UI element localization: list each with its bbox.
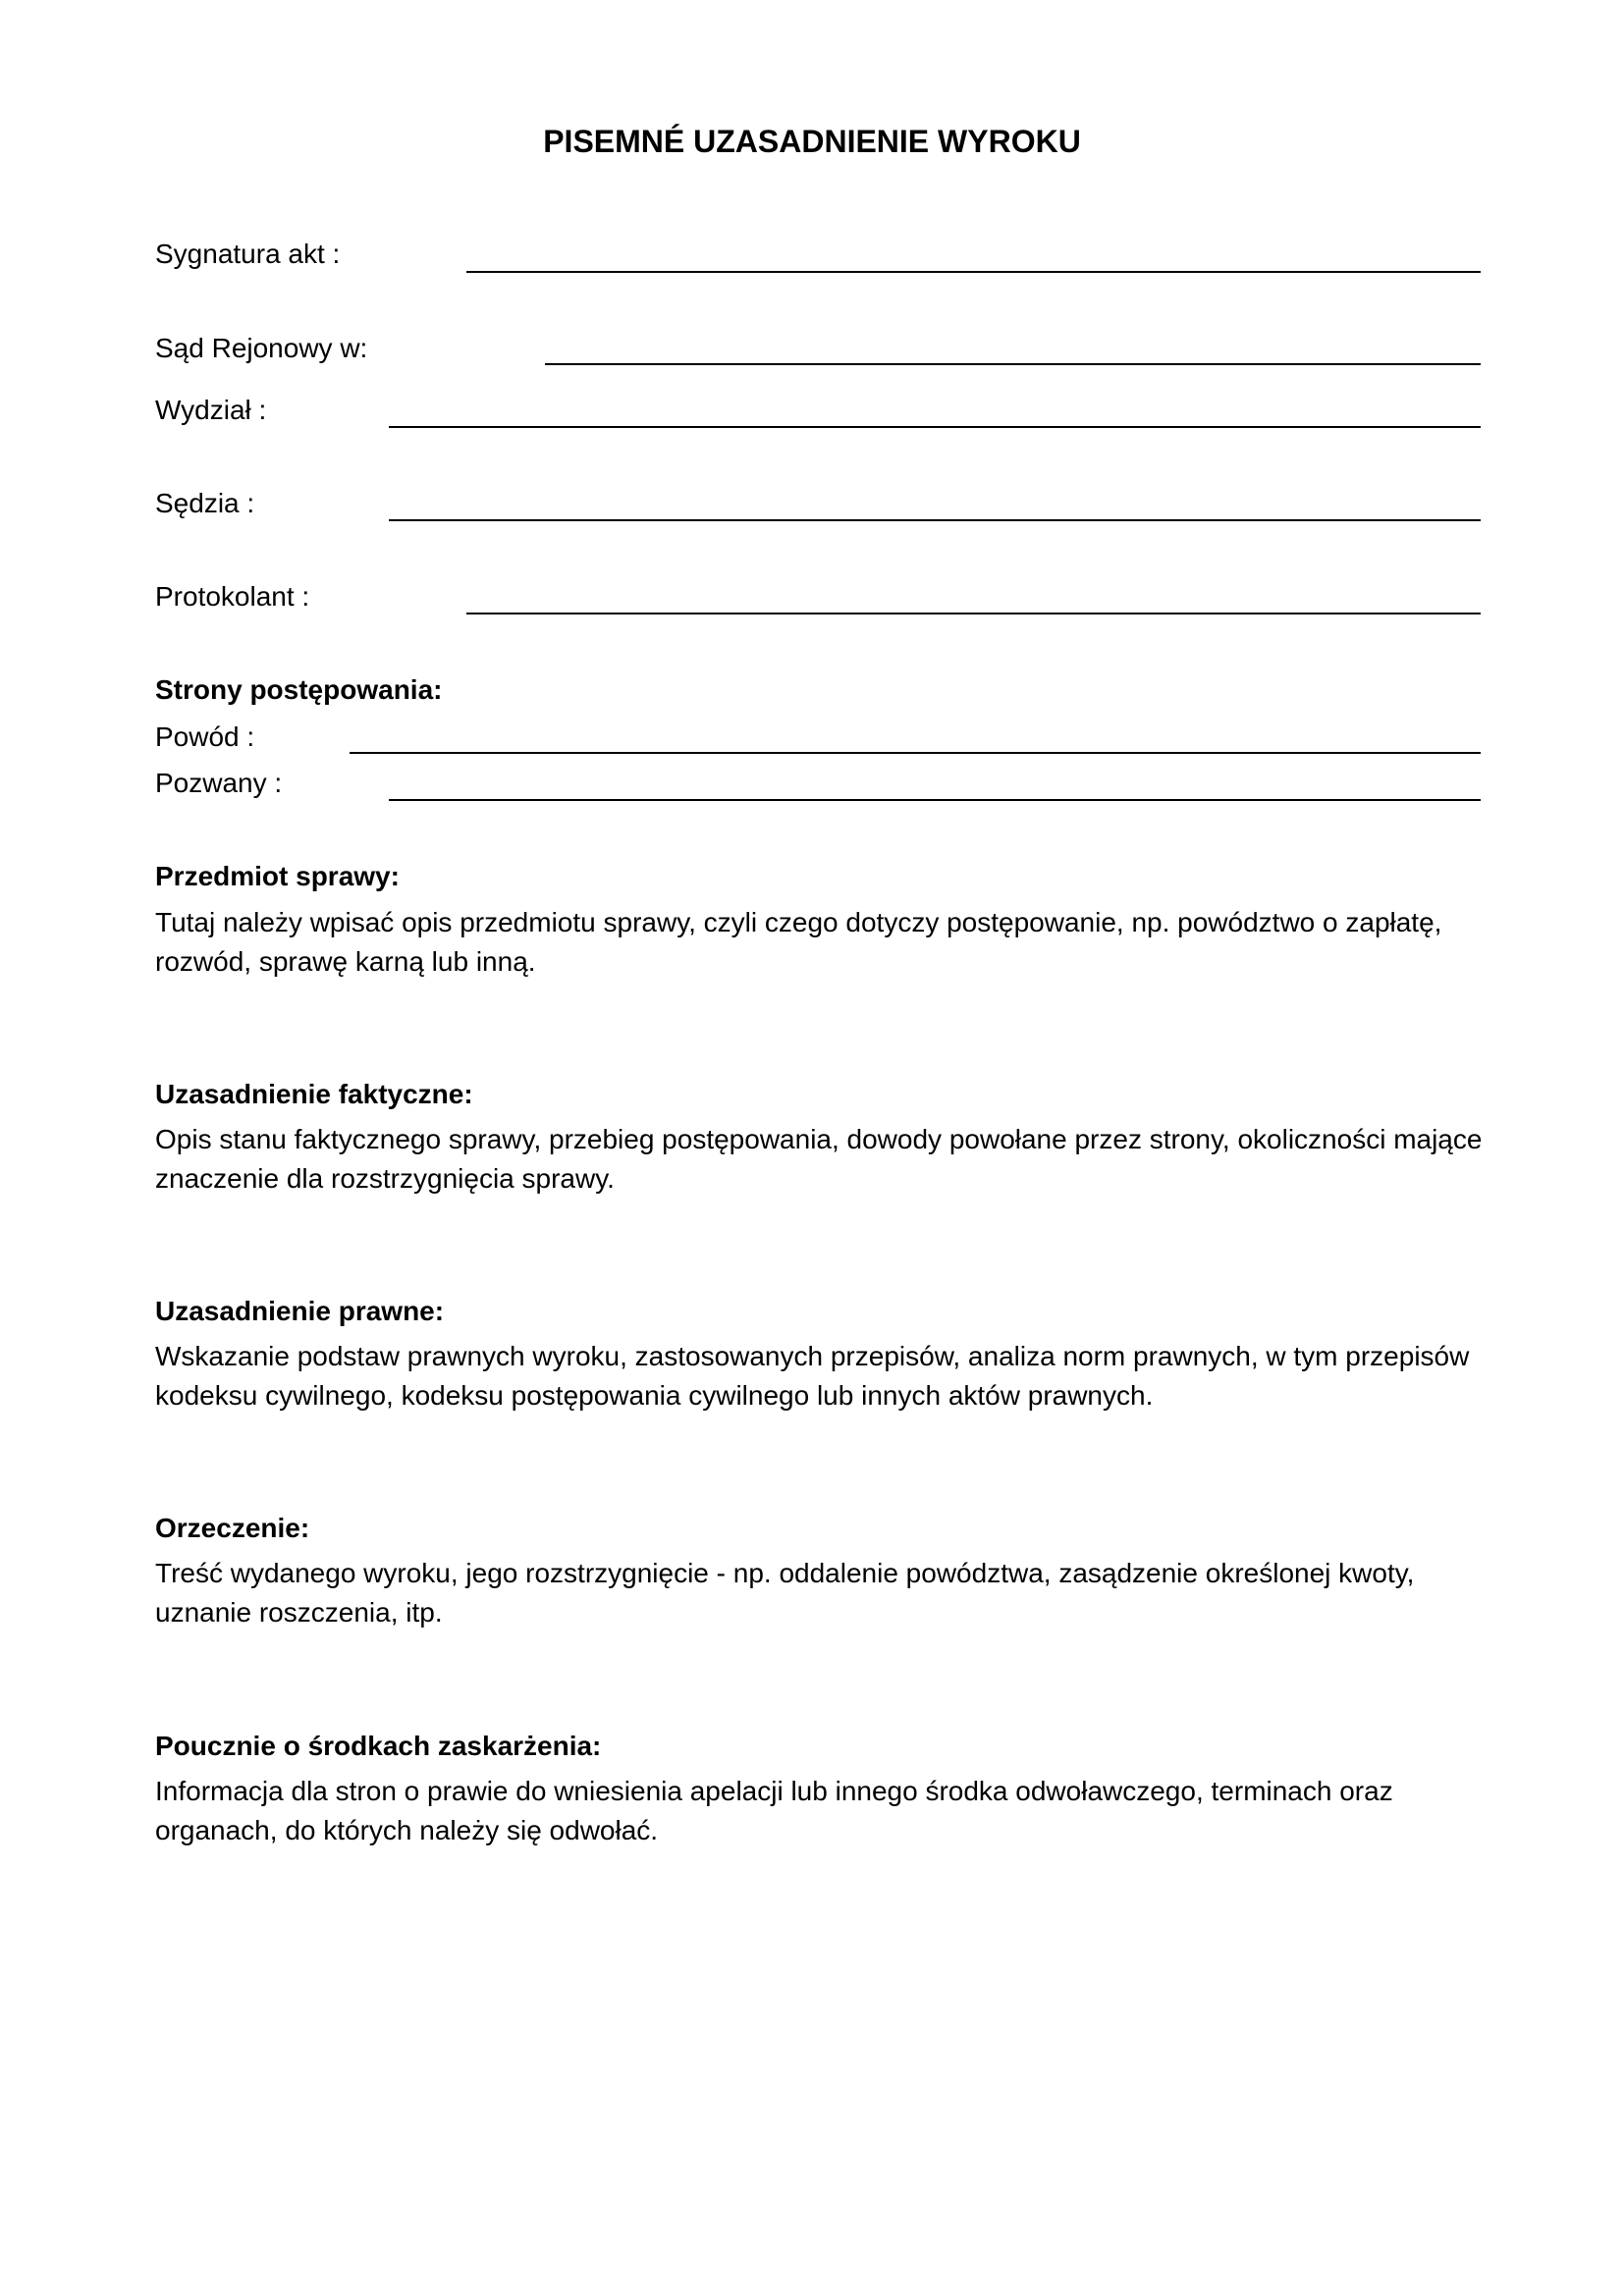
pouczenie-body: Informacja dla stron o prawie do wniesienia apelacji lub innego środka odwoławczego, terminach oraz organach, do których należy się odwołać. <box>155 1776 1393 1845</box>
pouczenie-heading: Poucznie o środkach zaskarżenia: <box>155 1731 602 1761</box>
powod-field[interactable] <box>350 752 1481 754</box>
protokolant-label: Protokolant : <box>155 581 310 612</box>
pozwany-label: Pozwany : <box>155 768 283 798</box>
sygnatura-label: Sygnatura akt : <box>155 239 341 269</box>
faktyczne-body: Opis stanu faktycznego sprawy, przebieg postępowania, dowody powołane przez strony, okoliczności mające znaczenie dla rozstrzygnięcia sprawy. <box>155 1124 1483 1194</box>
faktyczne-heading: Uzasadnienie faktyczne: <box>155 1079 473 1109</box>
powod-label: Powód : <box>155 721 255 752</box>
sygnatura-field[interactable] <box>466 271 1481 273</box>
sad-field[interactable] <box>545 363 1481 365</box>
prawne-body: Wskazanie podstaw prawnych wyroku, zastosowanych przepisów, analiza norm prawnych, w tym przepisów kodeksu cywilnego, kodeksu postępowania cywilnego lub innych aktów prawnych. <box>155 1341 1470 1411</box>
wydzial-label: Wydział : <box>155 395 267 425</box>
sedzia-label: Sędzia : <box>155 488 255 518</box>
przedmiot-heading: Przedmiot sprawy: <box>155 861 400 891</box>
orzeczenie-heading: Orzeczenie: <box>155 1513 310 1543</box>
document-title: PISEMNÉ UZASADNIENIE WYROKU <box>543 124 1081 159</box>
wydzial-field[interactable] <box>389 426 1481 428</box>
sad-label: Sąd Rejonowy w: <box>155 333 368 363</box>
sedzia-field[interactable] <box>389 519 1481 521</box>
przedmiot-body: Tutaj należy wpisać opis przedmiotu sprawy, czyli czego dotyczy postępowanie, np. powództwo o zapłatę, rozwód, sprawę karną lub inną. <box>155 907 1442 977</box>
protokolant-field[interactable] <box>466 613 1481 614</box>
prawne-heading: Uzasadnienie prawne: <box>155 1296 445 1326</box>
parties-heading: Strony postępowania: <box>155 674 443 705</box>
pozwany-field[interactable] <box>389 799 1481 801</box>
orzeczenie-body: Treść wydanego wyroku, jego rozstrzygnięcie - np. oddalenie powództwa, zasądzenie określonej kwoty, uznanie roszczenia, itp. <box>155 1558 1415 1628</box>
